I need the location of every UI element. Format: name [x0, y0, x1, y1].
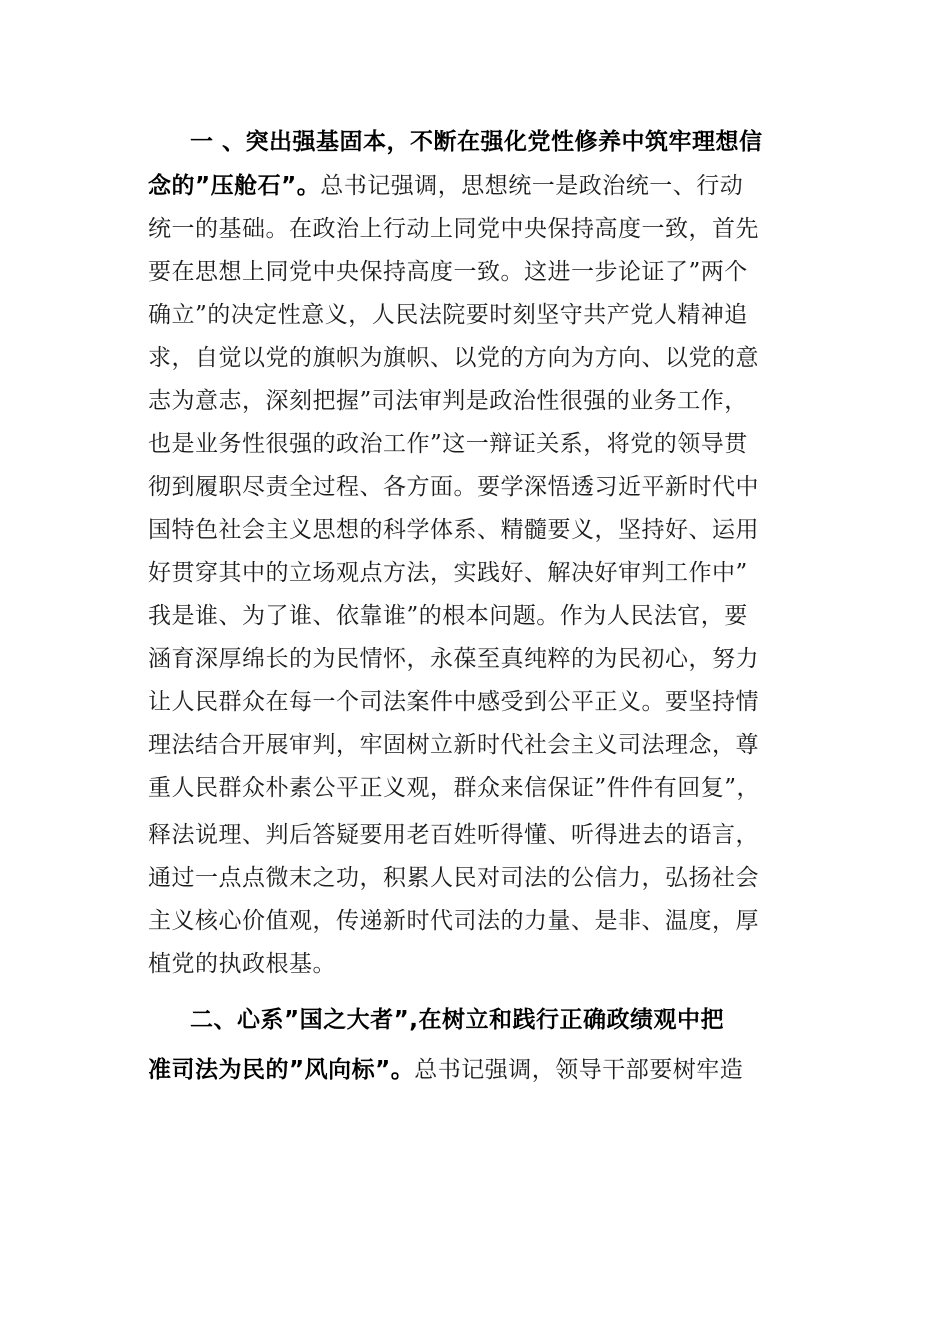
body-text: 要在思想上同党中央保持高度一致。这进一步论证了”两个	[148, 259, 748, 285]
paragraph-1-line	[148, 166, 808, 206]
body-text: 总书记强调，领导干部要树牢造	[414, 1057, 744, 1083]
paragraph-1-line	[148, 768, 808, 808]
body-text: 也是业务性很强的政治工作”这一辩证关系，将党的领导贯	[148, 431, 748, 457]
body-text: 让人民群众在每一个司法案件中感受到公平正义。要坚持情	[148, 689, 759, 715]
paragraph-2-heading-line	[190, 1000, 808, 1040]
paragraph-1-line	[148, 252, 808, 292]
body-text: 我是谁、为了谁、依靠谁”的根本问题。作为人民法官，要	[148, 603, 748, 629]
body-text: 确立”的决定性意义，人民法院要时刻坚守共产党人精神追	[148, 302, 748, 328]
heading-text: 念的”压舱石”。	[148, 173, 321, 199]
heading-text: 准司法为民的”风向标”。	[148, 1057, 415, 1083]
body-text: 国特色社会主义思想的科学体系、精髓要义，坚持好、运用	[148, 517, 759, 543]
body-text: 植党的执政根基。	[148, 951, 336, 977]
body-text: 彻到履职尽责全过程、各方面。要学深悟透习近平新时代中	[148, 474, 759, 500]
paragraph-1-line	[148, 596, 808, 636]
paragraph-1-line	[148, 381, 808, 421]
body-text: 涵育深厚绵长的为民情怀，永葆至真纯粹的为民初心，努力	[148, 646, 759, 672]
body-text: 理法结合开展审判，牢固树立新时代社会主义司法理念，尊	[148, 732, 759, 758]
paragraph-1-heading-line	[190, 122, 808, 162]
body-text: 总书记强调，思想统一是政治统一、行动	[320, 173, 744, 199]
paragraph-1-line	[148, 467, 808, 507]
paragraph-1-line	[148, 639, 808, 679]
paragraph-1-line	[148, 338, 808, 378]
paragraph-1-line	[148, 424, 808, 464]
paragraph-1-line	[148, 510, 808, 550]
body-text: 通过一点点微末之功，积累人民对司法的公信力，弘扬社会	[148, 865, 759, 891]
paragraph-2-line	[148, 1050, 808, 1090]
body-text: 主义核心价值观，传递新时代司法的力量、是非、温度，厚	[148, 908, 759, 934]
paragraph-1-line	[148, 725, 808, 765]
paragraph-1-line	[148, 901, 808, 941]
paragraph-1-line	[148, 682, 808, 722]
paragraph-1-line	[148, 815, 808, 855]
body-text: 统一的基础。在政治上行动上同党中央保持高度一致，首先	[148, 216, 759, 242]
paragraph-1-line	[148, 295, 808, 335]
heading-text: 二、心系”国之大者”,在树立和践行正确政绩观中把	[190, 1007, 724, 1033]
paragraph-1-line	[148, 858, 808, 898]
paragraph-1-line	[148, 944, 808, 984]
body-text: 重人民群众朴素公平正义观，群众来信保证”件件有回复”，	[148, 775, 761, 801]
paragraph-1-line	[148, 553, 808, 593]
heading-text: 一 、突出强基固本，不断在强化党性修养中筑牢理想信	[190, 129, 763, 155]
body-text: 好贯穿其中的立场观点方法，实践好、解决好审判工作中”	[148, 560, 748, 586]
body-text: 志为意志，深刻把握”司法审判是政治性很强的业务工作，	[148, 388, 748, 414]
body-text: 求，自觉以党的旗帜为旗帜、以党的方向为方向、以党的意	[148, 345, 759, 371]
body-text: 释法说理、判后答疑要用老百姓听得懂、听得进去的语言，	[148, 822, 759, 848]
paragraph-1-line	[148, 209, 808, 249]
